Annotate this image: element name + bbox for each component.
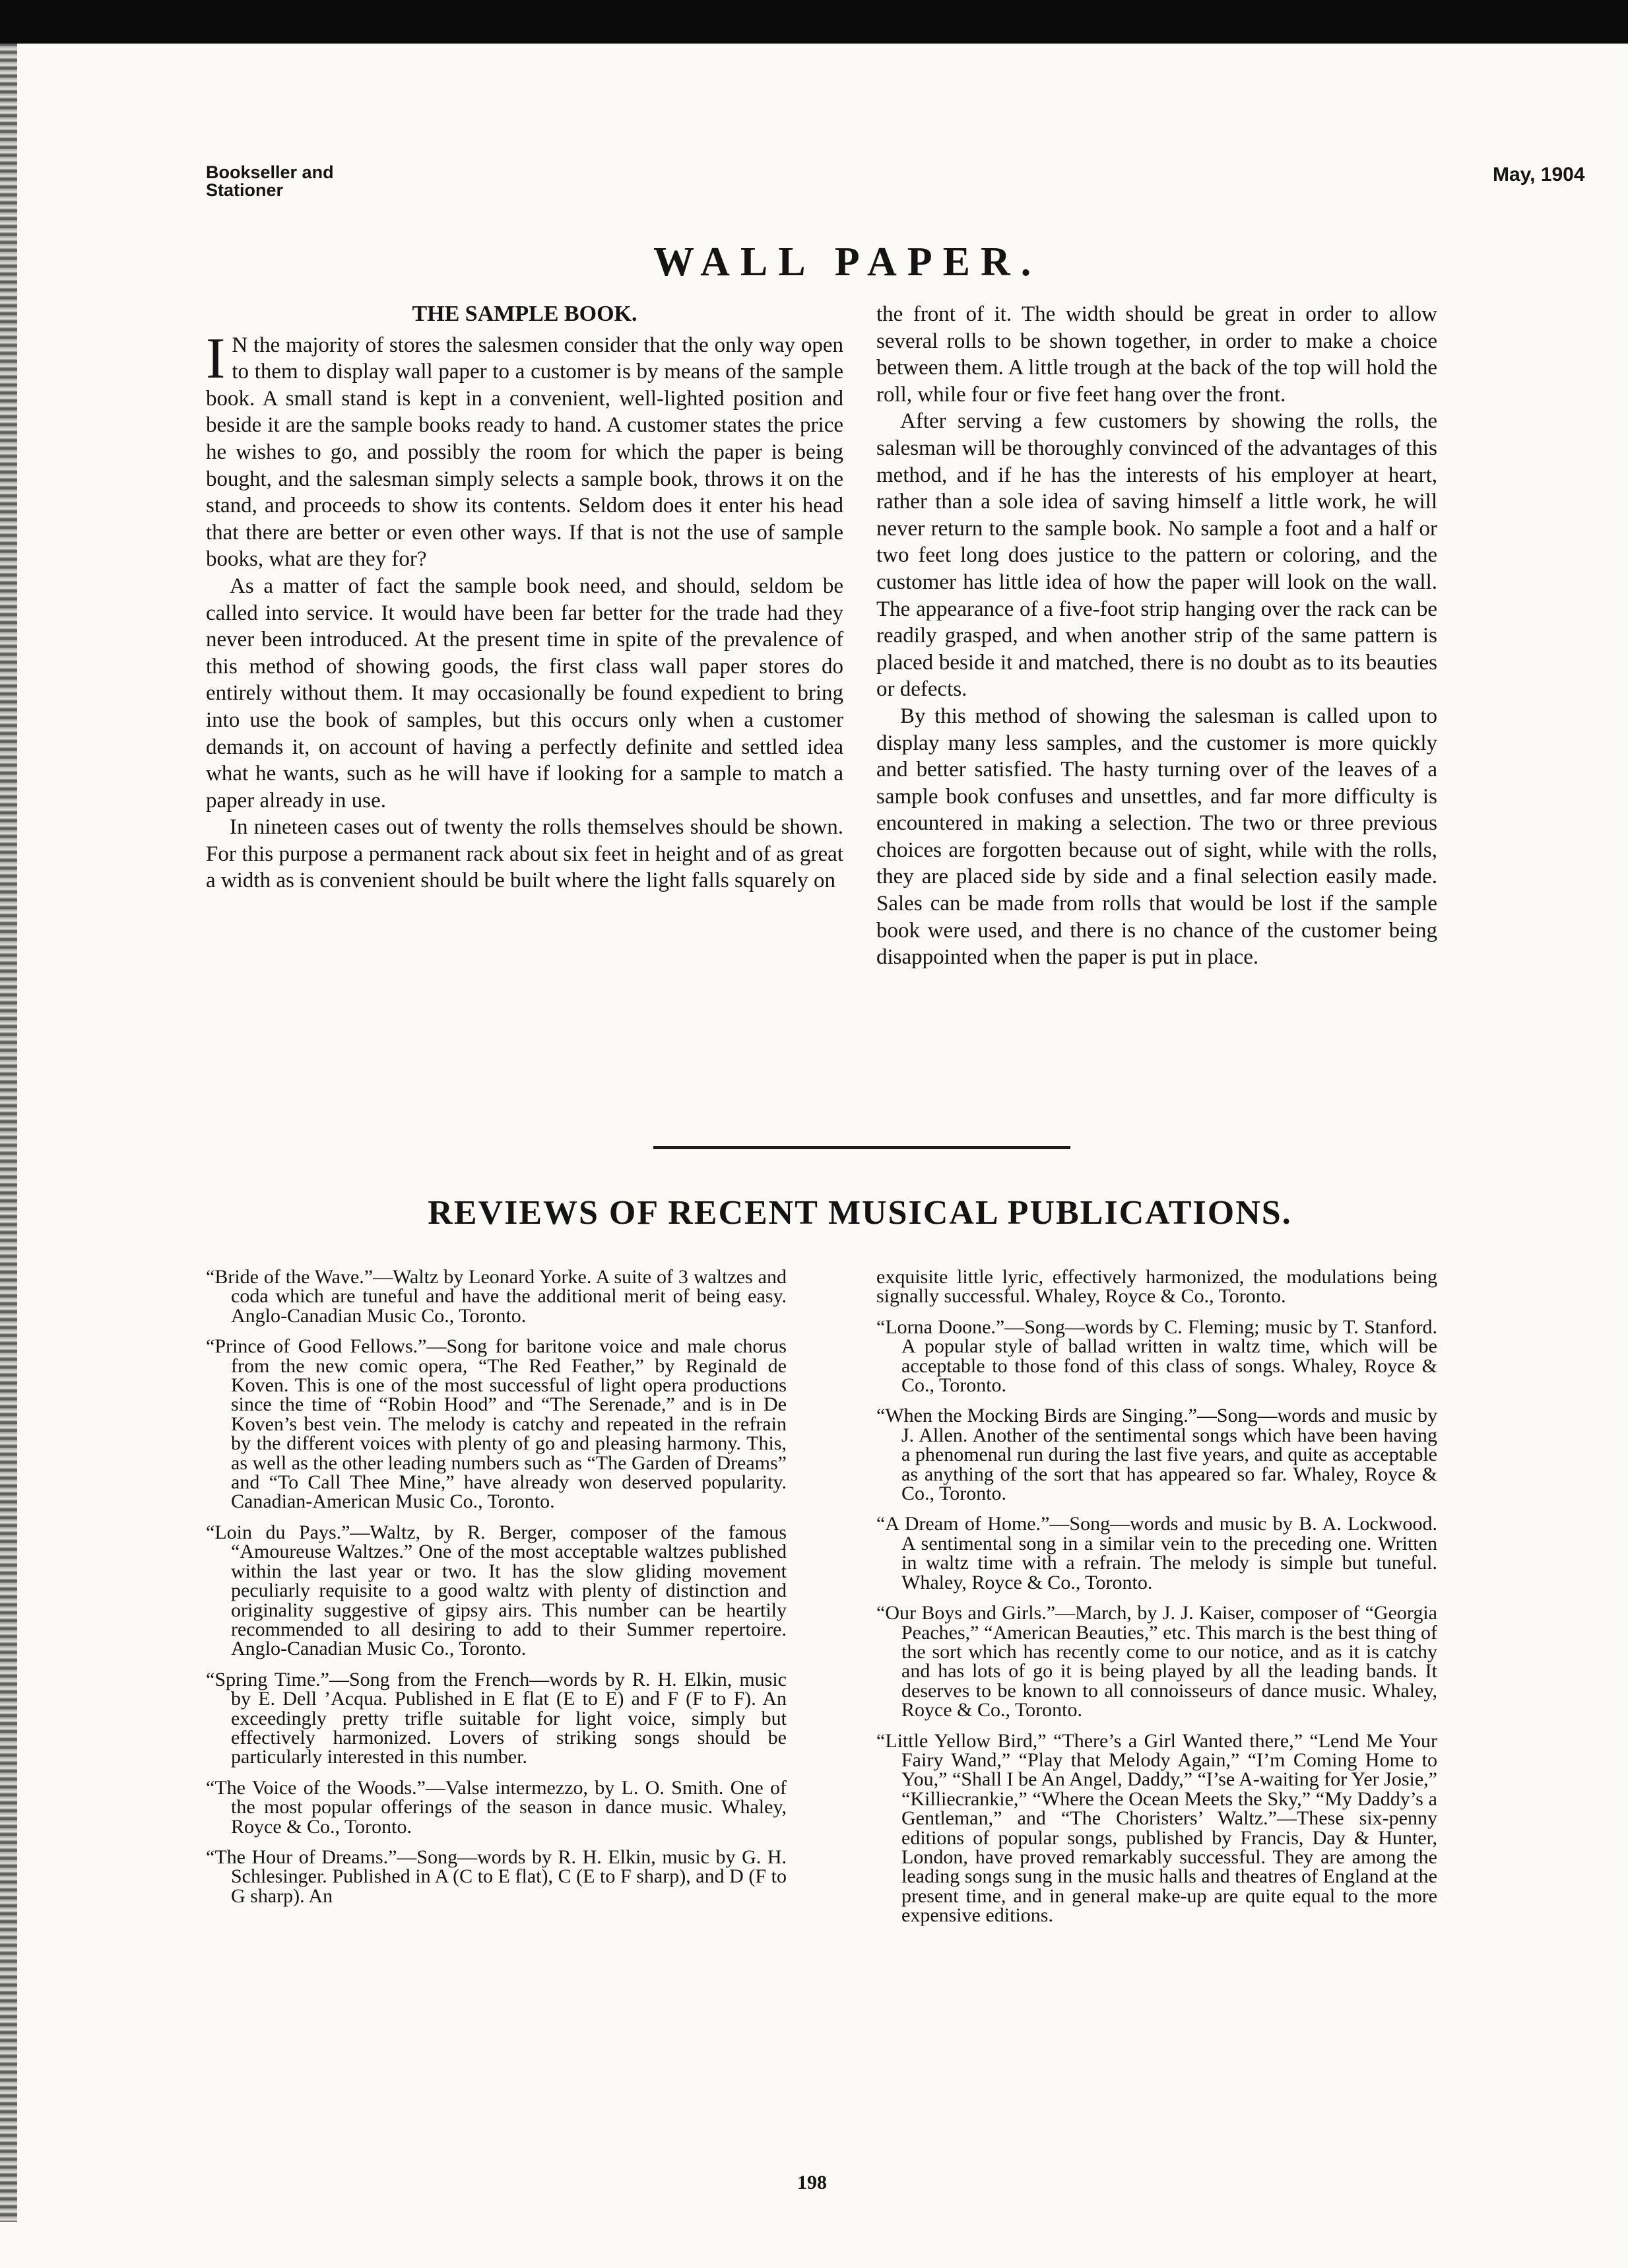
scan-left-edge: [0, 44, 17, 2222]
article-paragraph: As a matter of fact the sample book need, and should, seldom be called into service. It would have been far better for the trade had they never been introduced. At the present time in spite of the prevalence of this method of showing goods, the first class wall paper stores do entirely without them. It may occasionally be found expedient to bring into use the book of samples, but this occurs only when a customer demands it, on account of having a perfectly definite and settled idea what he wants, such as he will have if looking for a sample to match a paper already in use.: [206, 574, 843, 813]
article-paragraph: the front of it. The width should be great in order to allow several rolls to be shown together, in order to make a choice between them. A little trough at the back of the top will hold the roll, while four or five feet hang over the front.: [876, 302, 1437, 407]
page-number: 198: [797, 2172, 827, 2193]
article-title: WALL PAPER.: [653, 240, 1042, 284]
review-entry: “Little Yellow Bird,” “There’s a Girl Wanted there,” “Lend Me Your Fairy Wand,” “Play that Melody Again,” “I’m Coming Home to You,” “Shall I be An Angel, Daddy,” “I’se A-waiting for Yer Josie,” “Killiecrankie,” “Where the Ocean Meets the Sky,” “My Daddy’s a Gentleman,” and “The Choristers’ Waltz.”—These six-penny editions of popular songs, published by Francis, Day & Hunter, London, have proved remarkably successful. They are among the leading songs sung in the music halls and theatres of England at the present time, and in general make-up are quite equal to the more expensive editions.: [876, 1729, 1437, 1927]
article-paragraph: In nineteen cases out of twenty the rolls themselves should be shown. For this purpose a permanent rack about six feet in height and of as great a width as is convenient should be built where the light falls squarely on: [206, 815, 843, 893]
publication-name-line1: Bookseller and: [206, 162, 334, 182]
review-entry: “When the Mocking Birds are Singing.”—Song—words and music by J. Allen. Another of the sentimental songs which have been having a phenomenal run during the last five years, and quite as acceptable as anything of the sort that has appeared so far. Whaley, Royce & Co., Toronto.: [876, 1405, 1437, 1505]
review-entry: “The Voice of the Woods.”—Valse intermezzo, by L. O. Smith. One of the most popular offerings of the season in dance music. Whaley, Royce & Co., Toronto.: [206, 1776, 787, 1838]
article-paragraph: After serving a few customers by showing the rolls, the salesman will be thoroughly convinced of the advantages of this method, and if he has the interests of his employer at heart, rather than a sole idea of saving himself a little work, he will never return to the sample book. No sample a foot and a half or two feet long does justice to the pattern or coloring, and the customer has little idea of how the paper will look on the wall. The appearance of a five-foot strip hanging over the rack can be readily grasped, and when another strip of the same pattern is placed beside it and matched, there is no doubt as to its beauties or defects.: [876, 409, 1437, 702]
drop-cap: I: [206, 326, 226, 391]
review-entry: “The Hour of Dreams.”—Song—words by R. H. Elkin, music by G. H. Schlesinger. Published in A (C to E flat), C (E to F sharp), and D (F to G sharp). An: [206, 1846, 787, 1907]
publication-name-line2: Stationer: [206, 180, 284, 200]
article-right-column: [876, 301, 1437, 971]
review-entry: “Prince of Good Fellows.”—Song for baritone voice and male chorus from the new comic opera, “The Red Feather,” by Reginald de Koven. This is one of the most successful of light opera productions since the time of “Robin Hood” and “The Serenade,” and is in De Koven’s best vein. The melody is catchy and repeated in the refrain by the different voices with plenty of go and pleasing harmony. This, as well as the other leading numbers such as “The Garden of Dreams” and “To Call Thee Mine,” have already won deserved popularity. Canadian-American Music Co., Toronto.: [206, 1335, 787, 1513]
reviews-title: REVIEWS OF RECENT MUSICAL PUBLICATIONS.: [428, 1194, 1292, 1232]
reviews-left-column: [206, 1267, 787, 1917]
article-left-column: [206, 301, 843, 894]
publication-name: [206, 164, 334, 199]
section-divider: [653, 1146, 1070, 1149]
review-entry: “A Dream of Home.”—Song—words and music by B. A. Lockwood. A sentimental song in a similar vein to the preceding one. Written in waltz time with a refrain. The melody is simple but tuneful. Whaley, Royce & Co., Toronto.: [876, 1513, 1437, 1593]
review-entry: “Spring Time.”—Song from the French—words by R. H. Elkin, music by E. Dell ’Acqua. Published in E flat (E to E) and F (F to F). An exceedingly pretty trifle suitable for light voice, simply but effectively harmonized. Lovers of striking songs should be particularly interested in this number.: [206, 1668, 787, 1768]
scan-top-border: [0, 0, 1628, 44]
review-entry: “Our Boys and Girls.”—March, by J. J. Kaiser, composer of “Georgia Peaches,” “American Beauties,” etc. This march is the best thing of the sort which has recently come to our notice, and as it is catchy and has lots of go it is being played by all the leading bands. It deserves to be known to all connoisseurs of dance music. Whaley, Royce & Co., Toronto.: [876, 1602, 1437, 1721]
review-entry: “Bride of the Wave.”—Waltz by Leonard Yorke. A suite of 3 waltzes and coda which are tuneful and have the additional merit of being easy. Anglo-Canadian Music Co., Toronto.: [206, 1266, 787, 1327]
review-entry: “Lorna Doone.”—Song—words by C. Fleming; music by T. Stanford. A popular style of ballad written in waltz time, which will be acceptable to those fond of this class of songs. Whaley, Royce & Co., Toronto.: [876, 1316, 1437, 1397]
reviews-right-column: [876, 1267, 1437, 1937]
review-entry: “Loin du Pays.”—Waltz, by R. Berger, composer of the famous “Amoureuse Waltzes.” One of the most acceptable waltzes published within the last year or two. It has the slow gliding movement peculiarly requisite to a good waltz with plenty of distinction and originality suggestive of gipsy airs. This number can be heartily recommended to all desiring to add to their Summer repertoire. Anglo-Canadian Music Co., Toronto.: [206, 1521, 787, 1660]
article-subheading: THE SAMPLE BOOK.: [412, 302, 637, 326]
article-paragraph: I N the majority of stores the salesmen consider that the only way open to them to display wall paper to a customer is by means of the sample book. A small stand is kept in a convenient, well-lighted position and beside it are the sample books ready to hand. A customer states the price he wishes to go, and possibly the room for which the paper is being bought, and the salesman simply selects a sample book, throws it on the stand, and proceeds to show its contents. Seldom does it enter his head that there are better or even other ways. If that is not the use of sample books, what are they for?: [206, 326, 843, 572]
review-entry-continued: exquisite little lyric, effectively harmonized, the modulations being signally successful. Whaley, Royce & Co., Toronto.: [876, 1266, 1437, 1308]
issue-date: May, 1904: [1493, 164, 1585, 185]
article-paragraph: By this method of showing the salesman is called upon to display many less samples, and the customer is more quickly and better satisfied. The hasty turning over of the leaves of a sample book confuses and unsettles, and far more difficulty is encountered in making a selection. The two or three previous choices are forgotten because out of sight, while with the rolls, they are placed side by side and a final selection easily made. Sales can be made from rolls that would be lost if the sample book were used, and there is no chance of the customer being disappointed when the paper is put in place.: [876, 704, 1437, 970]
